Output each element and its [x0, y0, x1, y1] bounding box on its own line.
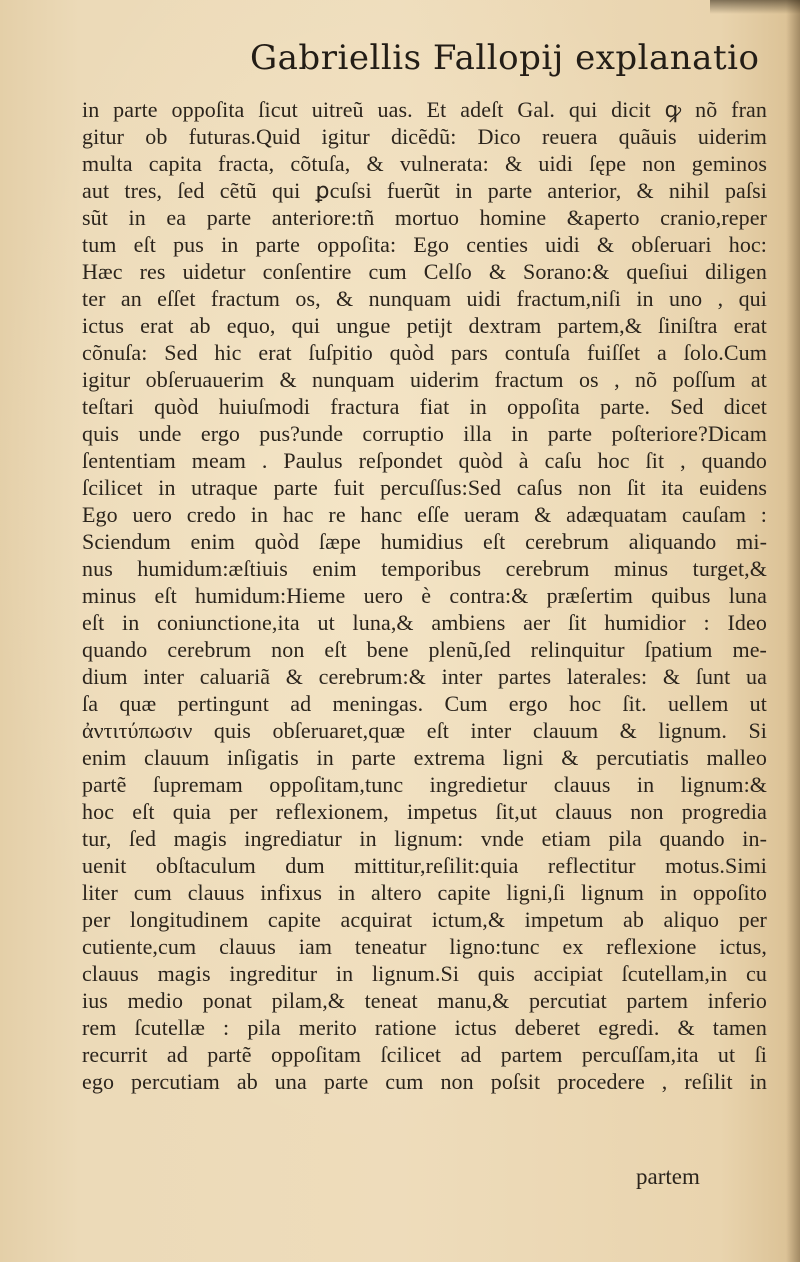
catchword: partem [636, 1164, 700, 1189]
text-line: ego percutiam ab una parte cum non poſsit procedere , reſilit in [82, 1069, 767, 1094]
text-line: ius medio ponat pilam,& teneat manu,& percutiat partem inferio [82, 988, 767, 1013]
page-corner-shadow [710, 0, 800, 14]
text-line: ictus erat ab equo, qui ungue petijt dextram partem,& ſiniſtra erat [82, 313, 767, 338]
text-line: liter cum clauus infixus in altero capite ligni,ſi lignum in oppoſito [82, 880, 767, 905]
text-line: gitur ob futuras.Quid igitur dicẽdũ: Dico reuera quãuis uiderim [82, 124, 767, 149]
text-line: aut tres, ſed cẽtũ qui ꝑcuſsi fuerũt in parte anterior, & nihil paſsi [82, 178, 767, 203]
text-line: per longitudinem capite acquirat ictum,& impetum ab aliquo per [82, 907, 767, 932]
text-line: ter an eſſet fractum os, & nunquam uidi fractum,niſi in uno , qui [82, 286, 767, 311]
text-line: clauus magis ingreditur in lignum.Si quis accipiat ſcutellam,in cu [82, 961, 767, 986]
text-line: cõnuſa: Sed hic erat ſuſpitio quòd pars contuſa fuiſſet a ſolo.Cum [82, 340, 767, 365]
text-line: hoc eſt quia per reflexionem, impetus ſit,ut clauus non progredia [82, 799, 767, 824]
text-line: ἀντιτύπωσιν quis obſeruaret,quæ eſt inter clauum & lignum. Si [82, 718, 767, 743]
text-line: quando cerebrum non eſt bene plenũ,ſed relinquitur ſpatium me- [82, 637, 767, 662]
text-line: Ego uero credo in hac re hanc eſſe ueram & adæquatam cauſam : [82, 502, 767, 527]
body-text [82, 96, 767, 1095]
text-line: sũt in ea parte anteriore:tñ mortuo homine &aperto cranio,reper [82, 205, 767, 230]
text-line: Sciendum enim quòd ſæpe humidius eſt cerebrum aliquando mi- [82, 529, 767, 554]
text-line: recurrit ad partẽ oppoſitam ſcilicet ad partem percuſſam,ita ut ſi [82, 1042, 767, 1067]
text-line: igitur obſeruauerim & nunquam uiderim fractum os , nõ poſſum at [82, 367, 767, 392]
text-line: ſa quæ pertingunt ad meningas. Cum ergo hoc ſit. uellem ut [82, 691, 767, 716]
text-line: ſententiam meam . Paulus reſpondet quòd à caſu hoc ſit , quando [82, 448, 767, 473]
running-head: Gabriellis Fallopij explanatio [250, 38, 760, 78]
text-line: rem ſcutellæ : pila merito ratione ictus deberet egredi. & tamen [82, 1015, 767, 1040]
text-line: uenit obſtaculum dum mittitur,reſilit:quia reflectitur motus.Simi [82, 853, 767, 878]
text-line: eſt in coniunctione,ita ut luna,& ambiens aer ſit humidior : Ideo [82, 610, 767, 635]
page-edge-shadow [786, 0, 800, 1262]
text-line: ſcilicet in utraque parte fuit percuſſus:Sed caſus non ſit ita euidens [82, 475, 767, 500]
text-line: in parte oppoſita ſicut uitreũ uas. Et adeſt Gal. qui dicit ꝙ nõ fran [82, 97, 767, 122]
text-line: nus humidum:æſtiuis enim temporibus cerebrum minus turget,& [82, 556, 767, 581]
text-line: dium inter caluariã & cerebrum:& inter partes laterales: & ſunt ua [82, 664, 767, 689]
text-line: cutiente,cum clauus iam teneatur ligno:tunc ex reflexione ictus, [82, 934, 767, 959]
text-line: tur, ſed magis ingrediatur in lignum: vnde etiam pila quando in- [82, 826, 767, 851]
text-line: minus eſt humidum:Hieme uero è contra:& præſertim quibus luna [82, 583, 767, 608]
text-line: multa capita fracta, cõtuſa, & vulnerata: & uidi ſępe non geminos [82, 151, 767, 176]
text-line: quis unde ergo pus?unde corruptio illa in parte poſteriore?Dicam [82, 421, 767, 446]
text-line: tum eſt pus in parte oppoſita: Ego centies uidi & obſeruari hoc: [82, 232, 767, 257]
text-line: teſtari quòd huiuſmodi fractura fiat in oppoſita parte. Sed dicet [82, 394, 767, 419]
text-line: Hæc res uidetur conſentire cum Celſo & Sorano:& queſiui diligen [82, 259, 767, 284]
text-line: partẽ ſupremam oppoſitam,tunc ingredietur clauus in lignum:& [82, 772, 767, 797]
text-line: enim clauum inſigatis in parte extrema ligni & percutiatis malleo [82, 745, 767, 770]
